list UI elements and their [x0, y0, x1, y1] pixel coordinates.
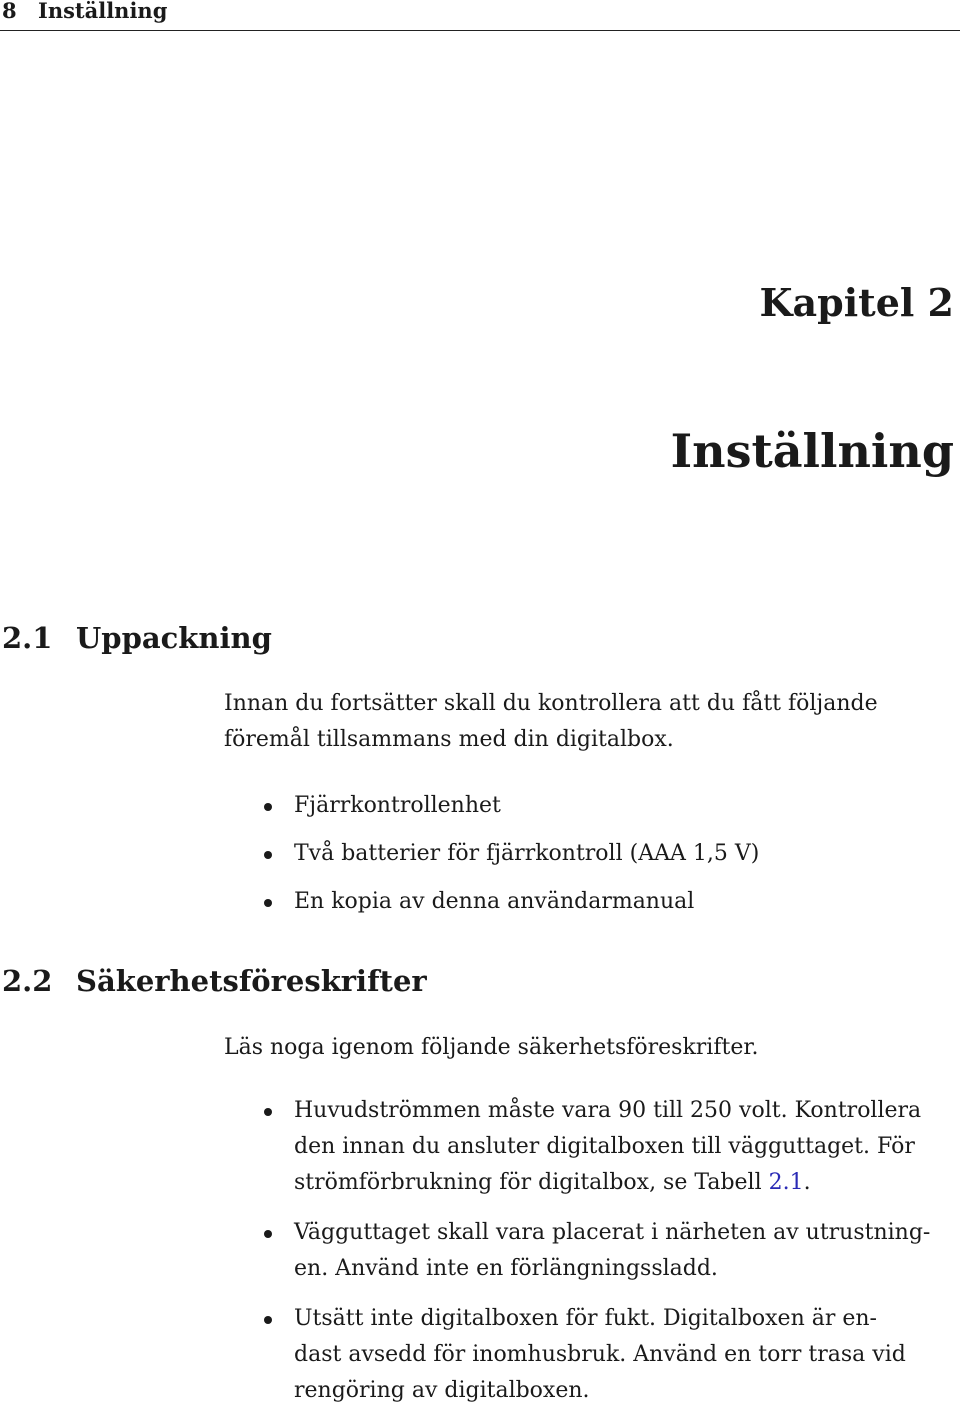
- list-item-line-text: strömförbrukning för digitalbox, se Tabell: [294, 1170, 769, 1195]
- list-item: [224, 884, 960, 920]
- section-title: Säkerhetsföreskrifter: [76, 964, 427, 998]
- list-item-text: En kopia av denna användarmanual: [294, 889, 695, 914]
- safety-intro: Läs noga igenom följande säkerhetsföreskrifter.: [224, 1035, 759, 1060]
- list-item: [224, 1093, 960, 1201]
- bullet-icon: [264, 803, 272, 811]
- list-item-line: den innan du ansluter digitalboxen till vägguttaget. För: [294, 1134, 915, 1159]
- section-number: 2.1: [2, 621, 53, 655]
- chapter-label: Kapitel 2: [759, 280, 954, 325]
- list-item-line: Utsätt inte digitalboxen för fukt. Digitalboxen är en-: [294, 1306, 877, 1331]
- list-item-line-suffix: .: [803, 1170, 811, 1195]
- list-item: [224, 836, 960, 872]
- unpacking-intro: [224, 686, 954, 758]
- running-head-title: Inställning: [38, 0, 168, 23]
- list-item-text: Fjärrkontrollenhet: [294, 793, 501, 818]
- running-head: [0, 0, 960, 31]
- chapter-title: Inställning: [670, 424, 954, 478]
- unpacking-list: [224, 788, 960, 932]
- list-item-line: rengöring av digitalboxen.: [294, 1378, 590, 1403]
- list-item-line: [294, 1165, 960, 1201]
- safety-list: [224, 1093, 960, 1423]
- intro-line: föremål tillsammans med din digitalbox.: [224, 727, 674, 752]
- section-heading-uppackning: [2, 621, 272, 655]
- list-item: [224, 788, 960, 824]
- list-item-text: Två batterier för fjärrkontroll (AAA 1,5 V): [294, 841, 760, 866]
- table-reference-link[interactable]: 2.1: [768, 1170, 804, 1195]
- list-item-line: en. Använd inte en förlängningssladd.: [294, 1256, 718, 1281]
- list-item-line: Vägguttaget skall vara placerat i närheten av utrustning-: [294, 1220, 931, 1245]
- section-title: Uppackning: [76, 621, 272, 655]
- bullet-icon: [264, 1230, 272, 1238]
- page-number: 8: [2, 0, 17, 23]
- section-heading-sakerhetsforeskrifter: [2, 964, 427, 998]
- intro-line: Innan du fortsätter skall du kontrollera att du fått följande: [224, 691, 878, 716]
- list-item: [224, 1301, 960, 1409]
- list-item-line: Huvudströmmen måste vara 90 till 250 volt. Kontrollera: [294, 1098, 922, 1123]
- list-item-line: dast avsedd för inomhusbruk. Använd en torr trasa vid: [294, 1342, 906, 1367]
- bullet-icon: [264, 1108, 272, 1116]
- bullet-icon: [264, 899, 272, 907]
- bullet-icon: [264, 1316, 272, 1324]
- bullet-icon: [264, 851, 272, 859]
- section-number: 2.2: [2, 964, 53, 998]
- list-item: [224, 1215, 960, 1287]
